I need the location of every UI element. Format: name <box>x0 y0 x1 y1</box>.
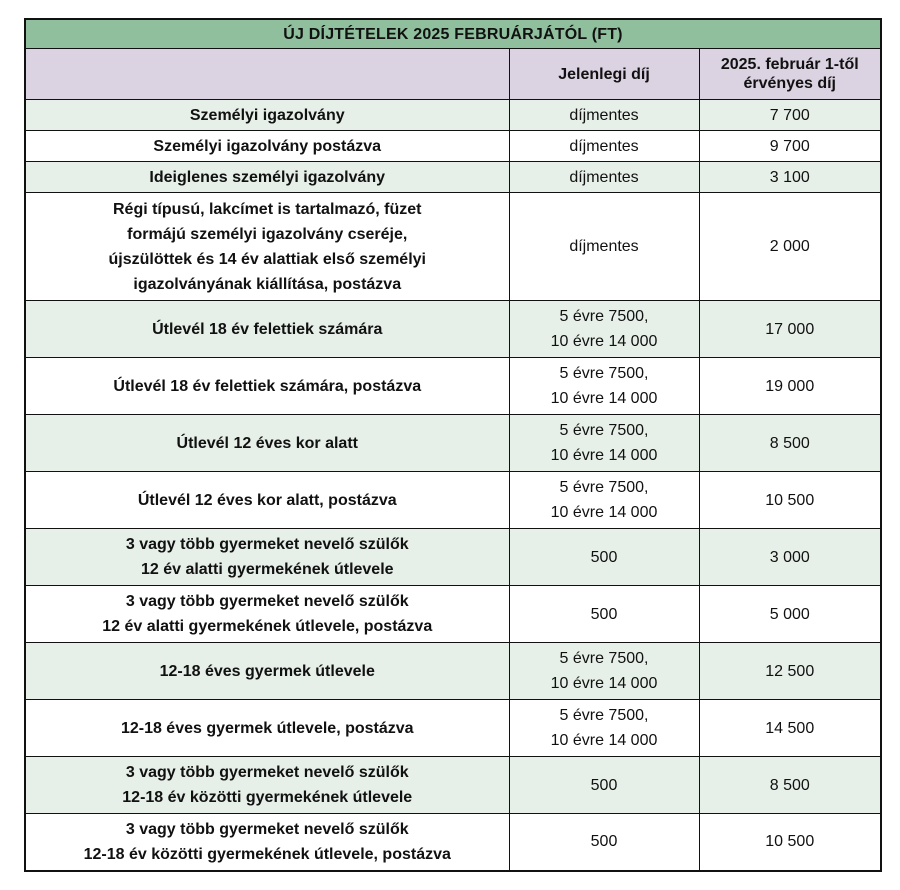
row-new-fee: 19 000 <box>699 358 881 415</box>
row-service-label-line: 12 év alatti gyermekének útlevele <box>140 561 394 578</box>
fee-table <box>24 18 882 872</box>
row-current-fee-line: 500 <box>590 605 618 623</box>
row-current-fee-line: 5 évre 7500, <box>559 707 649 724</box>
fee-table-container <box>24 18 880 872</box>
row-current-fee-line: 10 évre 14 000 <box>550 390 658 407</box>
row-new-fee: 2 000 <box>699 193 881 301</box>
row-current-fee <box>509 162 699 193</box>
row-new-fee: 7 700 <box>699 100 881 131</box>
table-row <box>25 193 881 301</box>
row-current-fee-line: díjmentes <box>569 106 639 124</box>
row-service-label <box>25 162 509 193</box>
row-new-fee: 3 100 <box>699 162 881 193</box>
table-row <box>25 529 881 586</box>
row-service-label-line: Útlevél 18 év felettiek számára, postázva <box>113 377 422 395</box>
row-current-fee <box>509 100 699 131</box>
table-row <box>25 415 881 472</box>
row-current-fee-line: 10 évre 14 000 <box>550 504 658 521</box>
header-current-fee: Jelenlegi díj <box>509 49 699 100</box>
row-new-fee: 17 000 <box>699 301 881 358</box>
row-new-fee: 3 000 <box>699 529 881 586</box>
row-current-fee <box>509 358 699 415</box>
table-row <box>25 643 881 700</box>
row-current-fee-line: 10 évre 14 000 <box>550 333 658 350</box>
row-service-label-line: 3 vagy több gyermeket nevelő szülők <box>125 536 409 553</box>
row-service-label-line: 12-18 éves gyermek útlevele, postázva <box>120 719 414 737</box>
row-current-fee <box>509 193 699 301</box>
row-current-fee-line: 5 évre 7500, <box>559 308 649 325</box>
row-current-fee <box>509 814 699 871</box>
row-service-label-line: 12-18 év közötti gyermekének útlevele, postázva <box>83 845 451 863</box>
table-row <box>25 586 881 643</box>
row-current-fee <box>509 757 699 814</box>
table-title: ÚJ DÍJTÉTELEK 2025 FEBRUÁRJÁTÓL (FT) <box>25 19 881 49</box>
row-service-label <box>25 301 509 358</box>
row-current-fee <box>509 301 699 358</box>
row-current-fee-line: 10 évre 14 000 <box>550 675 658 692</box>
row-service-label-line: Útlevél 18 év felettiek számára <box>152 320 383 338</box>
table-row <box>25 757 881 814</box>
row-service-label <box>25 700 509 757</box>
row-service-label-line: 3 vagy több gyermeket nevelő szülők <box>125 764 409 781</box>
row-current-fee <box>509 472 699 529</box>
table-row <box>25 358 881 415</box>
row-current-fee-line: 500 <box>590 833 618 851</box>
row-current-fee <box>509 586 699 643</box>
row-current-fee-line: 5 évre 7500, <box>559 479 649 496</box>
row-service-label-line: igazolványának kiállítása, postázva <box>133 275 402 293</box>
row-service-label-line: Ideiglenes személyi igazolvány <box>149 168 386 186</box>
row-current-fee-line: 10 évre 14 000 <box>550 447 658 464</box>
row-service-label <box>25 814 509 871</box>
row-new-fee: 14 500 <box>699 700 881 757</box>
header-label-empty <box>25 49 509 100</box>
row-new-fee: 9 700 <box>699 131 881 162</box>
table-row <box>25 472 881 529</box>
row-service-label <box>25 757 509 814</box>
table-body <box>25 100 881 871</box>
row-current-fee-line: 500 <box>590 776 618 794</box>
header-new-fee-line1: 2025. február 1-től <box>720 56 859 73</box>
row-service-label <box>25 358 509 415</box>
table-row <box>25 162 881 193</box>
row-current-fee-line: 10 évre 14 000 <box>550 732 658 749</box>
row-service-label-line: 12 év alatti gyermekének útlevele, postázva <box>102 618 433 635</box>
row-current-fee <box>509 643 699 700</box>
table-row <box>25 700 881 757</box>
row-service-label-line: Útlevél 12 éves kor alatt, postázva <box>137 491 397 509</box>
row-service-label <box>25 131 509 162</box>
table-row <box>25 301 881 358</box>
row-service-label <box>25 529 509 586</box>
row-current-fee <box>509 529 699 586</box>
row-current-fee-line: díjmentes <box>569 137 639 155</box>
row-current-fee-line: 5 évre 7500, <box>559 650 649 667</box>
row-service-label <box>25 472 509 529</box>
row-service-label-line: Személyi igazolvány <box>189 106 345 124</box>
table-row <box>25 814 881 871</box>
table-row <box>25 100 881 131</box>
row-current-fee-line: 500 <box>590 548 618 566</box>
row-new-fee: 10 500 <box>699 814 881 871</box>
row-new-fee: 8 500 <box>699 757 881 814</box>
row-service-label <box>25 193 509 301</box>
row-service-label-line: Útlevél 12 éves kor alatt <box>176 434 358 452</box>
header-new-fee <box>699 49 881 100</box>
row-current-fee-line: díjmentes <box>569 168 639 186</box>
row-service-label-line: 3 vagy több gyermeket nevelő szülők <box>125 820 409 838</box>
row-current-fee-line: díjmentes <box>569 238 639 255</box>
header-new-fee-line2: érvényes díj <box>743 75 836 92</box>
row-current-fee-line: 5 évre 7500, <box>559 365 649 382</box>
row-service-label <box>25 415 509 472</box>
row-current-fee-line: 5 évre 7500, <box>559 422 649 439</box>
row-new-fee: 10 500 <box>699 472 881 529</box>
row-service-label <box>25 586 509 643</box>
row-service-label-line: Régi típusú, lakcímet is tartalmazó, füzet <box>112 200 422 218</box>
row-service-label-line: formájú személyi igazolvány cseréje, <box>127 225 408 243</box>
row-service-label-line: 12-18 éves gyermek útlevele <box>159 662 375 680</box>
row-service-label-line: 3 vagy több gyermeket nevelő szülők <box>125 593 409 610</box>
row-current-fee <box>509 131 699 162</box>
table-title-row <box>25 19 881 49</box>
row-service-label <box>25 643 509 700</box>
table-header-row <box>25 49 881 100</box>
row-service-label <box>25 100 509 131</box>
row-new-fee: 5 000 <box>699 586 881 643</box>
row-new-fee: 12 500 <box>699 643 881 700</box>
table-row <box>25 131 881 162</box>
row-current-fee <box>509 700 699 757</box>
row-current-fee <box>509 415 699 472</box>
row-new-fee: 8 500 <box>699 415 881 472</box>
row-service-label-line: 12-18 év közötti gyermekének útlevele <box>122 789 413 806</box>
row-service-label-line: Személyi igazolvány postázva <box>153 137 382 155</box>
row-service-label-line: újszülöttek és 14 év alattiak első személyi <box>108 250 426 268</box>
